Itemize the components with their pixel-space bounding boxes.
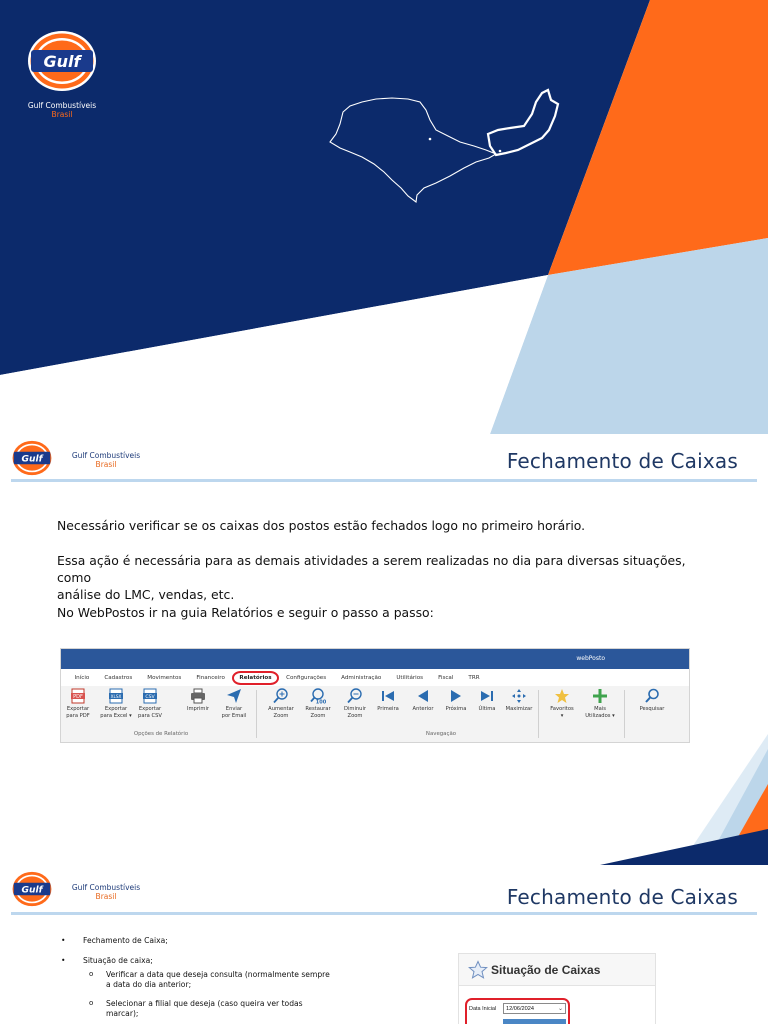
cover-brand: [10, 101, 114, 119]
tab-financeiro[interactable]: Financeiro: [196, 674, 225, 681]
ribbon-button-label: Mais: [594, 706, 606, 712]
ribbon-button-label: Primeira: [377, 706, 399, 712]
brand-name: Gulf Combustíveis: [27, 101, 97, 110]
group-separator: [538, 690, 539, 738]
slide-title: Fechamento de Caixas: [506, 449, 738, 473]
ribbon-button-plus[interactable]: [583, 688, 617, 719]
gulf-logo: [12, 871, 52, 907]
start-date-label: Data Inicial: [469, 1006, 497, 1012]
tab-cadastros[interactable]: Cadastros: [104, 674, 133, 681]
bullet-item: [61, 956, 153, 966]
next-icon: [448, 688, 464, 704]
ribbon-button-label: Zoom: [347, 712, 363, 719]
app-name: webPosto: [576, 655, 605, 662]
zoom-reset-icon: [310, 688, 326, 704]
printer-icon: [190, 688, 206, 704]
ribbon-tabs: [61, 669, 689, 686]
ribbon-button-label: Exportar: [66, 706, 90, 712]
dialog-title: Situação de Caixas: [491, 963, 601, 977]
brand-name: Gulf Combustíveis: [71, 883, 141, 892]
dialog-header: [459, 954, 655, 986]
tab-fiscal[interactable]: Fiscal: [438, 674, 454, 681]
sub-bullet-line1: Selecionar a filial que deseja (caso queira ver todas: [106, 999, 303, 1008]
ribbon-button-label: para CSV: [138, 712, 162, 719]
zoom-out-icon: [347, 688, 363, 704]
ribbon-button-pdf[interactable]: [61, 688, 95, 719]
gulf-logo: [27, 30, 97, 92]
csv-icon: [142, 688, 158, 704]
plus-icon: [592, 688, 608, 704]
bullet-text: Fechamento de Caixa;: [83, 936, 168, 945]
ribbon-button-label: Exportar: [138, 706, 162, 712]
ribbon-titlebar: [61, 649, 689, 669]
ribbon-button-previous[interactable]: [406, 688, 440, 713]
group-separator: [256, 690, 257, 738]
svg-text:CSV: CSV: [145, 695, 155, 700]
group-separator: [624, 690, 625, 738]
ribbon-button-label: Zoom: [273, 712, 289, 719]
ribbon-button-label: Última: [478, 706, 496, 712]
pdf-icon: [70, 688, 86, 704]
group-label-navigation: Navegação: [425, 731, 457, 737]
paragraph-reason-line2: análise do LMC, vendas, etc.: [57, 587, 235, 602]
webposto-ribbon: [60, 648, 690, 743]
slide-title: Fechamento de Caixas: [506, 885, 738, 909]
gulf-logo: [12, 440, 52, 476]
svg-text:Gulf: Gulf: [21, 885, 43, 896]
zoom-in-icon: [273, 688, 289, 704]
ribbon-button-label: Imprimir: [186, 706, 210, 712]
ribbon-button-next[interactable]: [439, 688, 473, 713]
paragraph-instruction: No WebPostos ir na guia Relatórios e seguir o passo a passo:: [57, 605, 434, 620]
sub-bullet-circle: o: [89, 999, 94, 1007]
ribbon-button-search[interactable]: [635, 688, 669, 713]
sub-bullet-line2: marcar);: [106, 1008, 139, 1018]
tab-relatorios[interactable]: Relatórios: [232, 671, 278, 685]
ribbon-button-maximize[interactable]: [502, 688, 536, 713]
ribbon-button-label: por Email: [221, 712, 247, 719]
sub-bullet-item: [89, 970, 330, 989]
sub-bullet-circle: o: [89, 970, 94, 978]
star-icon: [468, 960, 488, 980]
ribbon-button-first-page[interactable]: [371, 688, 405, 713]
slide-fechamento-1: [0, 434, 768, 865]
slide-brand: [68, 883, 144, 901]
ribbon-body: [61, 686, 689, 742]
brand-country: Brasil: [51, 110, 73, 119]
svg-text:Gulf: Gulf: [21, 454, 43, 465]
excel-icon: [108, 688, 124, 704]
maximize-icon: [511, 688, 527, 704]
slide-fechamento-2: [0, 865, 768, 1024]
bullet-dot: •: [61, 956, 66, 965]
svg-text:100: 100: [315, 699, 326, 704]
bullet-dot: •: [61, 936, 66, 945]
map-illustration: [318, 84, 568, 209]
situacao-caixas-dialog: [458, 953, 656, 1024]
ribbon-button-zoom-out[interactable]: [338, 688, 372, 719]
sub-bullet-line1: Verificar a data que deseja consulta (normalmente sempre: [106, 970, 330, 979]
ribbon-button-label: Aumentar: [268, 706, 294, 712]
search-icon: [644, 688, 660, 704]
title-divider: [11, 912, 757, 915]
paragraph-intro: Necessário verificar se os caixas dos postos estão fechados logo no primeiro horário.: [57, 518, 586, 533]
brand-country: Brasil: [95, 892, 117, 901]
star-icon: [554, 688, 570, 704]
last-page-icon: [479, 688, 495, 704]
ribbon-button-label: para Excel ▾: [100, 712, 132, 719]
ribbon-button-label: Exportar: [104, 706, 128, 712]
chevron-down-icon[interactable]: ⌄: [557, 1006, 563, 1012]
svg-text:Gulf: Gulf: [43, 52, 81, 71]
ribbon-button-send[interactable]: [217, 688, 251, 719]
svg-text:XLSX: XLSX: [110, 694, 122, 699]
bullet-item: [61, 936, 168, 946]
ribbon-button-label: ▾: [560, 712, 564, 719]
ribbon-button-label: Pesquisar: [639, 706, 665, 712]
ribbon-button-label: Anterior: [412, 706, 434, 712]
ribbon-button-label: Zoom: [310, 712, 326, 719]
ribbon-button-label: para PDF: [66, 712, 90, 719]
title-divider: [11, 479, 757, 482]
ribbon-button-label: Próxima: [445, 706, 467, 712]
ribbon-button-zoom-in[interactable]: [264, 688, 298, 719]
group-label-report-options: Opções de Relatório: [133, 731, 189, 737]
tab-utilitarios[interactable]: Utilitários: [396, 674, 424, 681]
sub-bullet-line2: a data do dia anterior;: [106, 979, 192, 989]
brand-country: Brasil: [95, 460, 117, 469]
slide-brand: [68, 451, 144, 469]
start-date-value: 12/06/2024: [506, 1005, 534, 1012]
ribbon-button-last-page[interactable]: [470, 688, 504, 713]
ribbon-button-label: Enviar: [225, 706, 243, 712]
selected-branch-field[interactable]: [503, 1019, 566, 1024]
ribbon-button-excel[interactable]: [99, 688, 133, 719]
brand-name: Gulf Combustíveis: [71, 451, 141, 460]
tab-movimentos[interactable]: Movimentos: [147, 674, 182, 681]
sub-bullet-item: [89, 999, 303, 1018]
cover-slide: [0, 0, 768, 434]
previous-icon: [415, 688, 431, 704]
ribbon-button-printer[interactable]: [181, 688, 215, 713]
tab-administracao[interactable]: Administração: [341, 674, 382, 681]
ribbon-button-star[interactable]: [545, 688, 579, 719]
bullet-text: Situação de caixa;: [83, 956, 153, 965]
cover-background: [0, 0, 768, 434]
ribbon-button-zoom-reset[interactable]: [301, 688, 335, 719]
paragraph-reason: [57, 552, 697, 603]
start-date-field[interactable]: [503, 1003, 566, 1014]
paragraph-reason-line1: Essa ação é necessária para as demais atividades a serem realizadas no dia para diversas situações, como: [57, 553, 686, 585]
ribbon-button-label: Diminuir: [343, 706, 367, 712]
svg-text:PDF: PDF: [73, 694, 83, 700]
tab-trr[interactable]: TRR: [468, 674, 480, 681]
tab-configuracoes[interactable]: Configurações: [286, 674, 327, 681]
tab-inicio[interactable]: Início: [74, 674, 90, 681]
send-icon: [226, 688, 242, 704]
ribbon-button-label: Utilizados ▾: [585, 712, 615, 719]
ribbon-button-label: Restaurar: [305, 706, 331, 712]
ribbon-button-label: Favoritos: [550, 706, 574, 712]
first-page-icon: [380, 688, 396, 704]
ribbon-button-label: Maximizar: [505, 706, 533, 712]
ribbon-button-csv[interactable]: [133, 688, 167, 719]
